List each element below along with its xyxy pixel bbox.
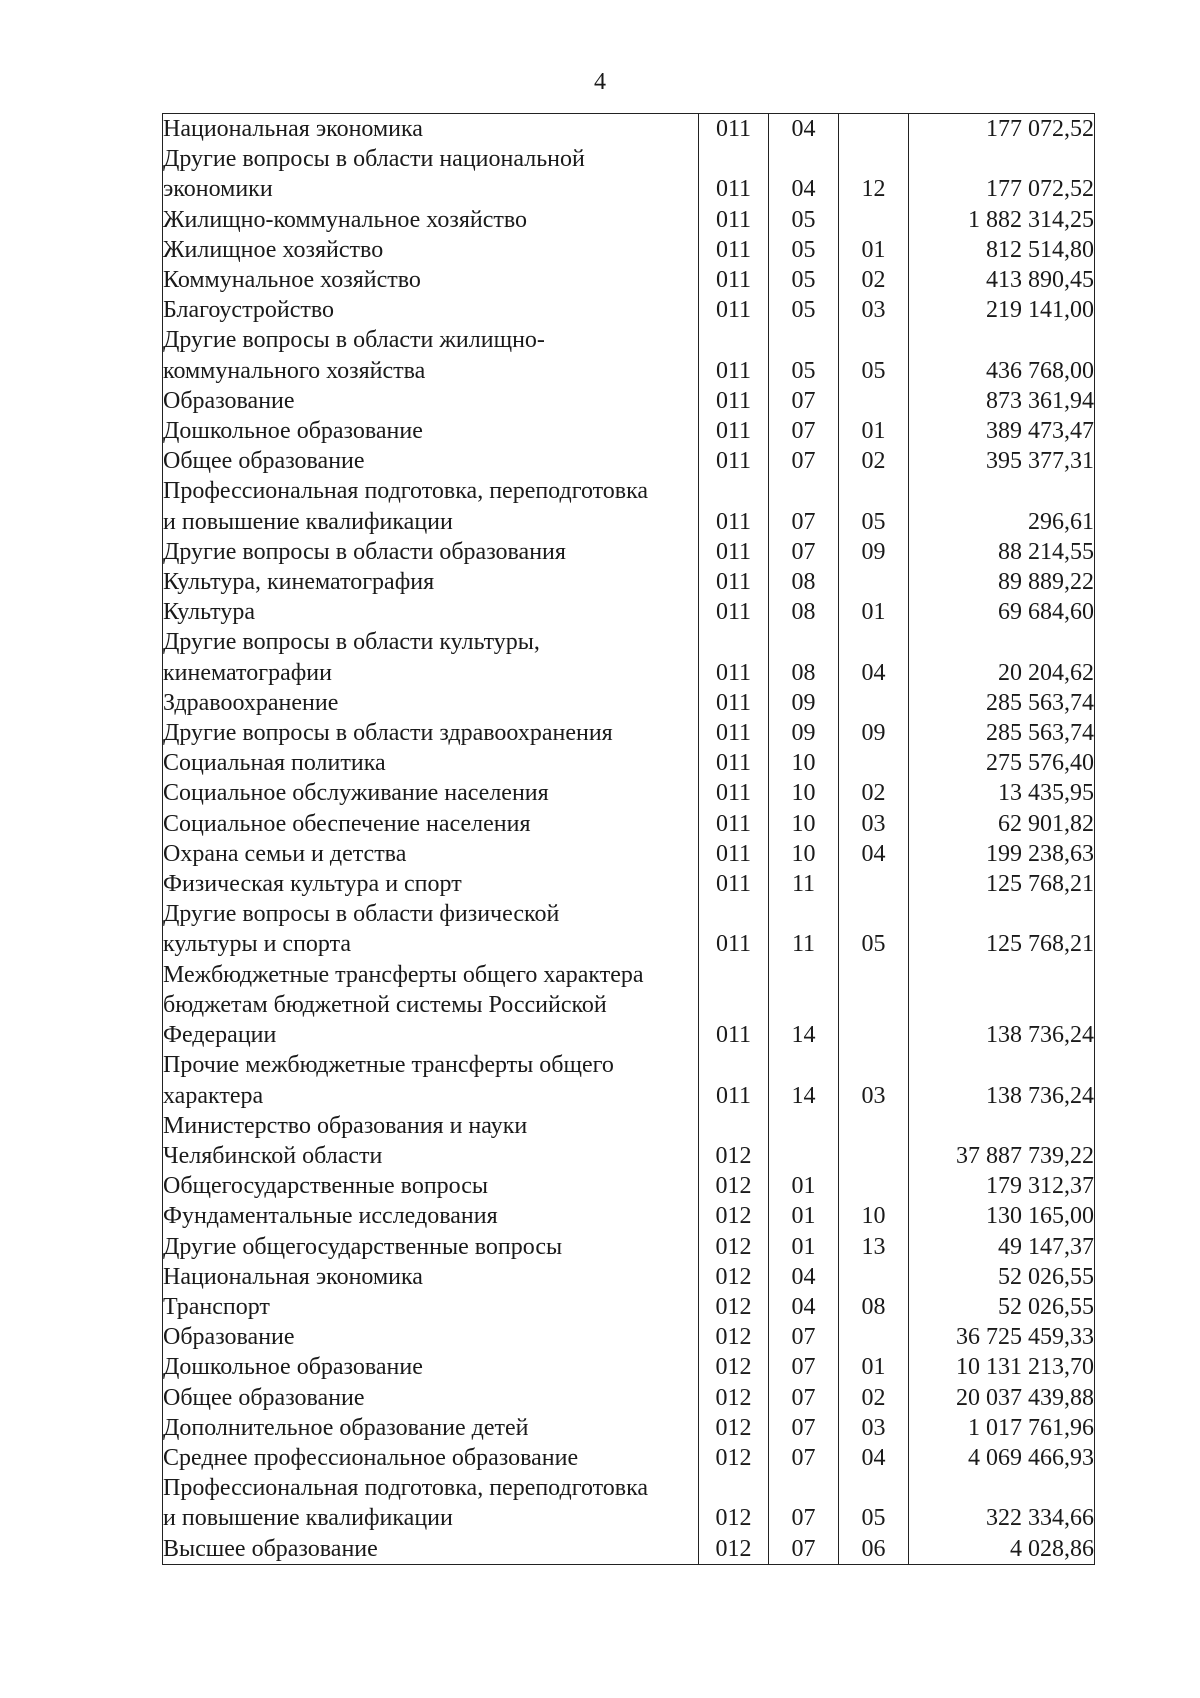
subsection-code — [839, 1171, 909, 1201]
subsection-code: 08 — [839, 1292, 909, 1322]
table-row — [163, 1322, 1095, 1352]
row-name-line: Профессиональная подготовка, переподготовка — [163, 478, 649, 505]
row-name-line: Дополнительное образование детей — [163, 1414, 529, 1441]
subsection-code: 02 — [839, 778, 909, 808]
row-name-line: Дошкольное образование — [163, 418, 423, 445]
subsection-code: 05 — [839, 476, 909, 536]
row-name-line: Другие вопросы в области физической — [163, 901, 560, 928]
row-name-line: Социальное обеспечение населения — [163, 810, 531, 837]
section-code: 09 — [769, 718, 839, 748]
table-row — [163, 235, 1095, 265]
row-name — [163, 446, 699, 476]
row-name-line: Жилищно-коммунальное хозяйство — [163, 206, 528, 233]
section-code: 07 — [769, 1352, 839, 1382]
section-code — [769, 1111, 839, 1171]
amount: 125 768,21 — [909, 869, 1095, 899]
amount: 389 473,47 — [909, 416, 1095, 446]
subsection-code: 03 — [839, 295, 909, 325]
table-row — [163, 1443, 1095, 1473]
amount: 52 026,55 — [909, 1262, 1095, 1292]
row-name — [163, 235, 699, 265]
subsection-code: 03 — [839, 809, 909, 839]
subsection-code: 04 — [839, 1443, 909, 1473]
amount: 436 768,00 — [909, 325, 1095, 385]
amount: 296,61 — [909, 476, 1095, 536]
row-name — [163, 960, 699, 1051]
table-row — [163, 627, 1095, 687]
section-code: 07 — [769, 1473, 839, 1533]
table-row — [163, 205, 1095, 235]
row-name-line: Другие вопросы в области культуры, — [163, 629, 540, 656]
row-name-line: и повышение квалификации — [163, 1505, 453, 1532]
amount: 177 072,52 — [909, 114, 1095, 145]
section-code: 10 — [769, 748, 839, 778]
row-name — [163, 718, 699, 748]
section-code: 08 — [769, 597, 839, 627]
subsection-code: 09 — [839, 537, 909, 567]
amount: 395 377,31 — [909, 446, 1095, 476]
table-row — [163, 1111, 1095, 1171]
row-name-line: Фундаментальные исследования — [163, 1203, 498, 1230]
section-code: 14 — [769, 960, 839, 1051]
amount: 37 887 739,22 — [909, 1111, 1095, 1171]
row-name — [163, 1413, 699, 1443]
amount: 88 214,55 — [909, 537, 1095, 567]
ministry-code: 011 — [699, 537, 769, 567]
table-row — [163, 869, 1095, 899]
table-row — [163, 144, 1095, 204]
row-name — [163, 1111, 699, 1171]
subsection-code — [839, 960, 909, 1051]
row-name-line: Социальная политика — [163, 750, 386, 777]
section-code: 11 — [769, 869, 839, 899]
row-name-line: коммунального хозяйства — [163, 357, 426, 384]
row-name — [163, 1171, 699, 1201]
section-code: 05 — [769, 325, 839, 385]
amount: 69 684,60 — [909, 597, 1095, 627]
ministry-code: 011 — [699, 748, 769, 778]
subsection-code: 01 — [839, 597, 909, 627]
amount: 20 037 439,88 — [909, 1383, 1095, 1413]
ministry-code: 012 — [699, 1232, 769, 1262]
ministry-code: 011 — [699, 778, 769, 808]
row-name — [163, 809, 699, 839]
table-row — [163, 1050, 1095, 1110]
amount: 4 069 466,93 — [909, 1443, 1095, 1473]
amount: 413 890,45 — [909, 265, 1095, 295]
table-row — [163, 476, 1095, 536]
row-name — [163, 1383, 699, 1413]
row-name — [163, 295, 699, 325]
subsection-code: 04 — [839, 839, 909, 869]
subsection-code: 05 — [839, 325, 909, 385]
row-name — [163, 537, 699, 567]
amount: 52 026,55 — [909, 1292, 1095, 1322]
ministry-code: 011 — [699, 960, 769, 1051]
row-name-line: Общегосударственные вопросы — [163, 1173, 489, 1200]
table-row — [163, 809, 1095, 839]
subsection-code: 13 — [839, 1232, 909, 1262]
amount: 36 725 459,33 — [909, 1322, 1095, 1352]
section-code: 07 — [769, 476, 839, 536]
row-name — [163, 627, 699, 687]
subsection-code — [839, 748, 909, 778]
ministry-code: 011 — [699, 809, 769, 839]
ministry-code: 012 — [699, 1534, 769, 1565]
subsection-code: 03 — [839, 1050, 909, 1110]
row-name-line: Федерации — [163, 1022, 277, 1049]
row-name-line: Образование — [163, 1324, 295, 1351]
table-row — [163, 295, 1095, 325]
amount: 138 736,24 — [909, 960, 1095, 1051]
row-name — [163, 114, 699, 145]
ministry-code: 012 — [699, 1473, 769, 1533]
subsection-code: 05 — [839, 1473, 909, 1533]
amount: 1 017 761,96 — [909, 1413, 1095, 1443]
ministry-code: 012 — [699, 1201, 769, 1231]
ministry-code: 011 — [699, 597, 769, 627]
section-code: 07 — [769, 1413, 839, 1443]
ministry-code: 011 — [699, 567, 769, 597]
row-name-line: Другие общегосударственные вопросы — [163, 1233, 563, 1260]
amount: 219 141,00 — [909, 295, 1095, 325]
amount: 179 312,37 — [909, 1171, 1095, 1201]
row-name-line: экономики — [163, 176, 273, 203]
row-name — [163, 1322, 699, 1352]
table-row — [163, 960, 1095, 1051]
amount: 322 334,66 — [909, 1473, 1095, 1533]
table-row — [163, 688, 1095, 718]
subsection-code: 02 — [839, 1383, 909, 1413]
row-name — [163, 1443, 699, 1473]
subsection-code: 03 — [839, 1413, 909, 1443]
amount: 4 028,86 — [909, 1534, 1095, 1565]
amount: 285 563,74 — [909, 718, 1095, 748]
ministry-code: 011 — [699, 1050, 769, 1110]
subsection-code — [839, 567, 909, 597]
amount: 49 147,37 — [909, 1232, 1095, 1262]
row-name-line: Национальная экономика — [163, 116, 423, 142]
amount: 1 882 314,25 — [909, 205, 1095, 235]
ministry-code: 011 — [699, 235, 769, 265]
amount: 812 514,80 — [909, 235, 1095, 265]
section-code: 07 — [769, 386, 839, 416]
section-code: 01 — [769, 1201, 839, 1231]
row-name-line: Культура, кинематография — [163, 569, 435, 596]
row-name-line: Другие вопросы в области национальной — [163, 146, 585, 173]
amount: 10 131 213,70 — [909, 1352, 1095, 1382]
subsection-code: 01 — [839, 416, 909, 446]
subsection-code — [839, 1111, 909, 1171]
section-code: 08 — [769, 567, 839, 597]
ministry-code: 012 — [699, 1413, 769, 1443]
amount: 20 204,62 — [909, 627, 1095, 687]
subsection-code: 10 — [839, 1201, 909, 1231]
section-code: 05 — [769, 295, 839, 325]
ministry-code: 011 — [699, 446, 769, 476]
row-name — [163, 1050, 699, 1110]
ministry-code: 011 — [699, 114, 769, 145]
table-row — [163, 325, 1095, 385]
row-name-line: Культура — [163, 599, 255, 626]
table-row — [163, 597, 1095, 627]
row-name — [163, 869, 699, 899]
page-number: 4 — [594, 69, 606, 95]
subsection-code: 01 — [839, 235, 909, 265]
row-name — [163, 748, 699, 778]
amount: 138 736,24 — [909, 1050, 1095, 1110]
row-name-line: Образование — [163, 387, 295, 414]
row-name — [163, 778, 699, 808]
section-code: 14 — [769, 1050, 839, 1110]
ministry-code: 011 — [699, 688, 769, 718]
subsection-code — [839, 869, 909, 899]
row-name-line: бюджетам бюджетной системы Российской — [163, 991, 607, 1018]
ministry-code: 012 — [699, 1292, 769, 1322]
subsection-code: 12 — [839, 144, 909, 204]
ministry-code: 012 — [699, 1111, 769, 1171]
row-name-line: Охрана семьи и детства — [163, 840, 407, 867]
row-name-line: Общее образование — [163, 448, 365, 475]
ministry-code: 011 — [699, 416, 769, 446]
subsection-code: 06 — [839, 1534, 909, 1565]
row-name-line: Дошкольное образование — [163, 1354, 423, 1381]
row-name-line: Среднее профессиональное образование — [163, 1444, 579, 1471]
row-name-line: и повышение квалификации — [163, 508, 453, 535]
amount: 130 165,00 — [909, 1201, 1095, 1231]
section-code: 07 — [769, 1322, 839, 1352]
ministry-code: 012 — [699, 1262, 769, 1292]
row-name-line: Прочие межбюджетные трансферты общего — [163, 1052, 614, 1079]
section-code: 04 — [769, 1292, 839, 1322]
section-code: 05 — [769, 265, 839, 295]
table-row — [163, 718, 1095, 748]
ministry-code: 011 — [699, 295, 769, 325]
row-name-line: Национальная экономика — [163, 1263, 423, 1290]
table-row — [163, 1262, 1095, 1292]
section-code: 10 — [769, 809, 839, 839]
ministry-code: 011 — [699, 627, 769, 687]
row-name-line: Социальное обслуживание населения — [163, 780, 549, 807]
subsection-code: 01 — [839, 1352, 909, 1382]
ministry-code: 011 — [699, 839, 769, 869]
row-name — [163, 688, 699, 718]
ministry-code: 011 — [699, 869, 769, 899]
ministry-code: 012 — [699, 1443, 769, 1473]
amount: 125 768,21 — [909, 899, 1095, 959]
row-name-line: Здравоохранение — [163, 689, 339, 716]
section-code: 04 — [769, 144, 839, 204]
ministry-code: 011 — [699, 325, 769, 385]
table-row — [163, 1413, 1095, 1443]
table-row — [163, 899, 1095, 959]
ministry-code: 012 — [699, 1383, 769, 1413]
ministry-code: 011 — [699, 205, 769, 235]
table-row — [163, 386, 1095, 416]
row-name — [163, 1232, 699, 1262]
amount: 285 563,74 — [909, 688, 1095, 718]
table-row — [163, 778, 1095, 808]
amount: 873 361,94 — [909, 386, 1095, 416]
row-name — [163, 567, 699, 597]
section-code: 05 — [769, 205, 839, 235]
ministry-code: 011 — [699, 899, 769, 959]
row-name-line: Министерство образования и науки — [163, 1112, 528, 1139]
section-code: 07 — [769, 1383, 839, 1413]
section-code: 07 — [769, 416, 839, 446]
section-code: 07 — [769, 1443, 839, 1473]
row-name — [163, 1534, 699, 1565]
amount: 89 889,22 — [909, 567, 1095, 597]
ministry-code: 012 — [699, 1352, 769, 1382]
table-row — [163, 1171, 1095, 1201]
subsection-code — [839, 114, 909, 145]
section-code: 09 — [769, 688, 839, 718]
row-name — [163, 144, 699, 204]
row-name-line: Высшее образование — [163, 1535, 378, 1562]
row-name — [163, 205, 699, 235]
row-name — [163, 1201, 699, 1231]
row-name — [163, 1352, 699, 1382]
table-row — [163, 1383, 1095, 1413]
budget-table — [162, 113, 1095, 1565]
section-code: 04 — [769, 114, 839, 145]
table-row — [163, 1473, 1095, 1533]
row-name-line: Транспорт — [163, 1293, 270, 1320]
table-row — [163, 416, 1095, 446]
row-name-line: Коммунальное хозяйство — [163, 267, 421, 294]
row-name — [163, 476, 699, 536]
subsection-code: 02 — [839, 446, 909, 476]
row-name — [163, 1262, 699, 1292]
table-row — [163, 1534, 1095, 1565]
ministry-code: 011 — [699, 386, 769, 416]
subsection-code — [839, 1322, 909, 1352]
row-name-line: Физическая культура и спорт — [163, 871, 462, 898]
ministry-code: 012 — [699, 1171, 769, 1201]
row-name — [163, 597, 699, 627]
row-name-line: характера — [163, 1082, 264, 1109]
row-name-line: Другие вопросы в области здравоохранения — [163, 720, 613, 747]
row-name — [163, 839, 699, 869]
row-name — [163, 1473, 699, 1533]
section-code: 10 — [769, 839, 839, 869]
amount: 13 435,95 — [909, 778, 1095, 808]
section-code: 10 — [769, 778, 839, 808]
table-row — [163, 748, 1095, 778]
row-name-line: Жилищное хозяйство — [163, 236, 384, 263]
section-code: 01 — [769, 1232, 839, 1262]
row-name — [163, 325, 699, 385]
section-code: 04 — [769, 1262, 839, 1292]
table-row — [163, 1352, 1095, 1382]
subsection-code: 09 — [839, 718, 909, 748]
table-row — [163, 1201, 1095, 1231]
table-row — [163, 1292, 1095, 1322]
table-row — [163, 567, 1095, 597]
amount: 62 901,82 — [909, 809, 1095, 839]
row-name — [163, 899, 699, 959]
subsection-code — [839, 205, 909, 235]
table-row — [163, 1232, 1095, 1262]
table-row — [163, 537, 1095, 567]
subsection-code — [839, 386, 909, 416]
subsection-code — [839, 688, 909, 718]
subsection-code — [839, 1262, 909, 1292]
ministry-code: 011 — [699, 476, 769, 536]
row-name-line: Челябинской области — [163, 1142, 383, 1169]
amount: 275 576,40 — [909, 748, 1095, 778]
section-code: 07 — [769, 446, 839, 476]
section-code: 01 — [769, 1171, 839, 1201]
row-name-line: Межбюджетные трансферты общего характера — [163, 961, 644, 988]
row-name — [163, 386, 699, 416]
section-code: 05 — [769, 235, 839, 265]
subsection-code: 02 — [839, 265, 909, 295]
section-code: 11 — [769, 899, 839, 959]
row-name — [163, 265, 699, 295]
row-name — [163, 416, 699, 446]
row-name-line: культуры и спорта — [163, 931, 352, 958]
row-name-line: Общее образование — [163, 1384, 365, 1411]
row-name-line: Благоустройство — [163, 297, 335, 324]
row-name — [163, 1292, 699, 1322]
ministry-code: 012 — [699, 1322, 769, 1352]
subsection-code: 04 — [839, 627, 909, 687]
amount: 177 072,52 — [909, 144, 1095, 204]
section-code: 07 — [769, 537, 839, 567]
row-name-line: Другие вопросы в области жилищно- — [163, 327, 545, 354]
amount: 199 238,63 — [909, 839, 1095, 869]
ministry-code: 011 — [699, 718, 769, 748]
section-code: 08 — [769, 627, 839, 687]
table-row — [163, 839, 1095, 869]
budget-table-body — [163, 114, 1095, 1565]
table-row — [163, 446, 1095, 476]
section-code: 07 — [769, 1534, 839, 1565]
table-row — [163, 114, 1095, 145]
row-name-line: Другие вопросы в области образования — [163, 538, 566, 565]
subsection-code: 05 — [839, 899, 909, 959]
ministry-code: 011 — [699, 265, 769, 295]
table-row — [163, 265, 1095, 295]
row-name-line: кинематографии — [163, 659, 332, 686]
ministry-code: 011 — [699, 144, 769, 204]
row-name-line: Профессиональная подготовка, переподготовка — [163, 1475, 649, 1502]
